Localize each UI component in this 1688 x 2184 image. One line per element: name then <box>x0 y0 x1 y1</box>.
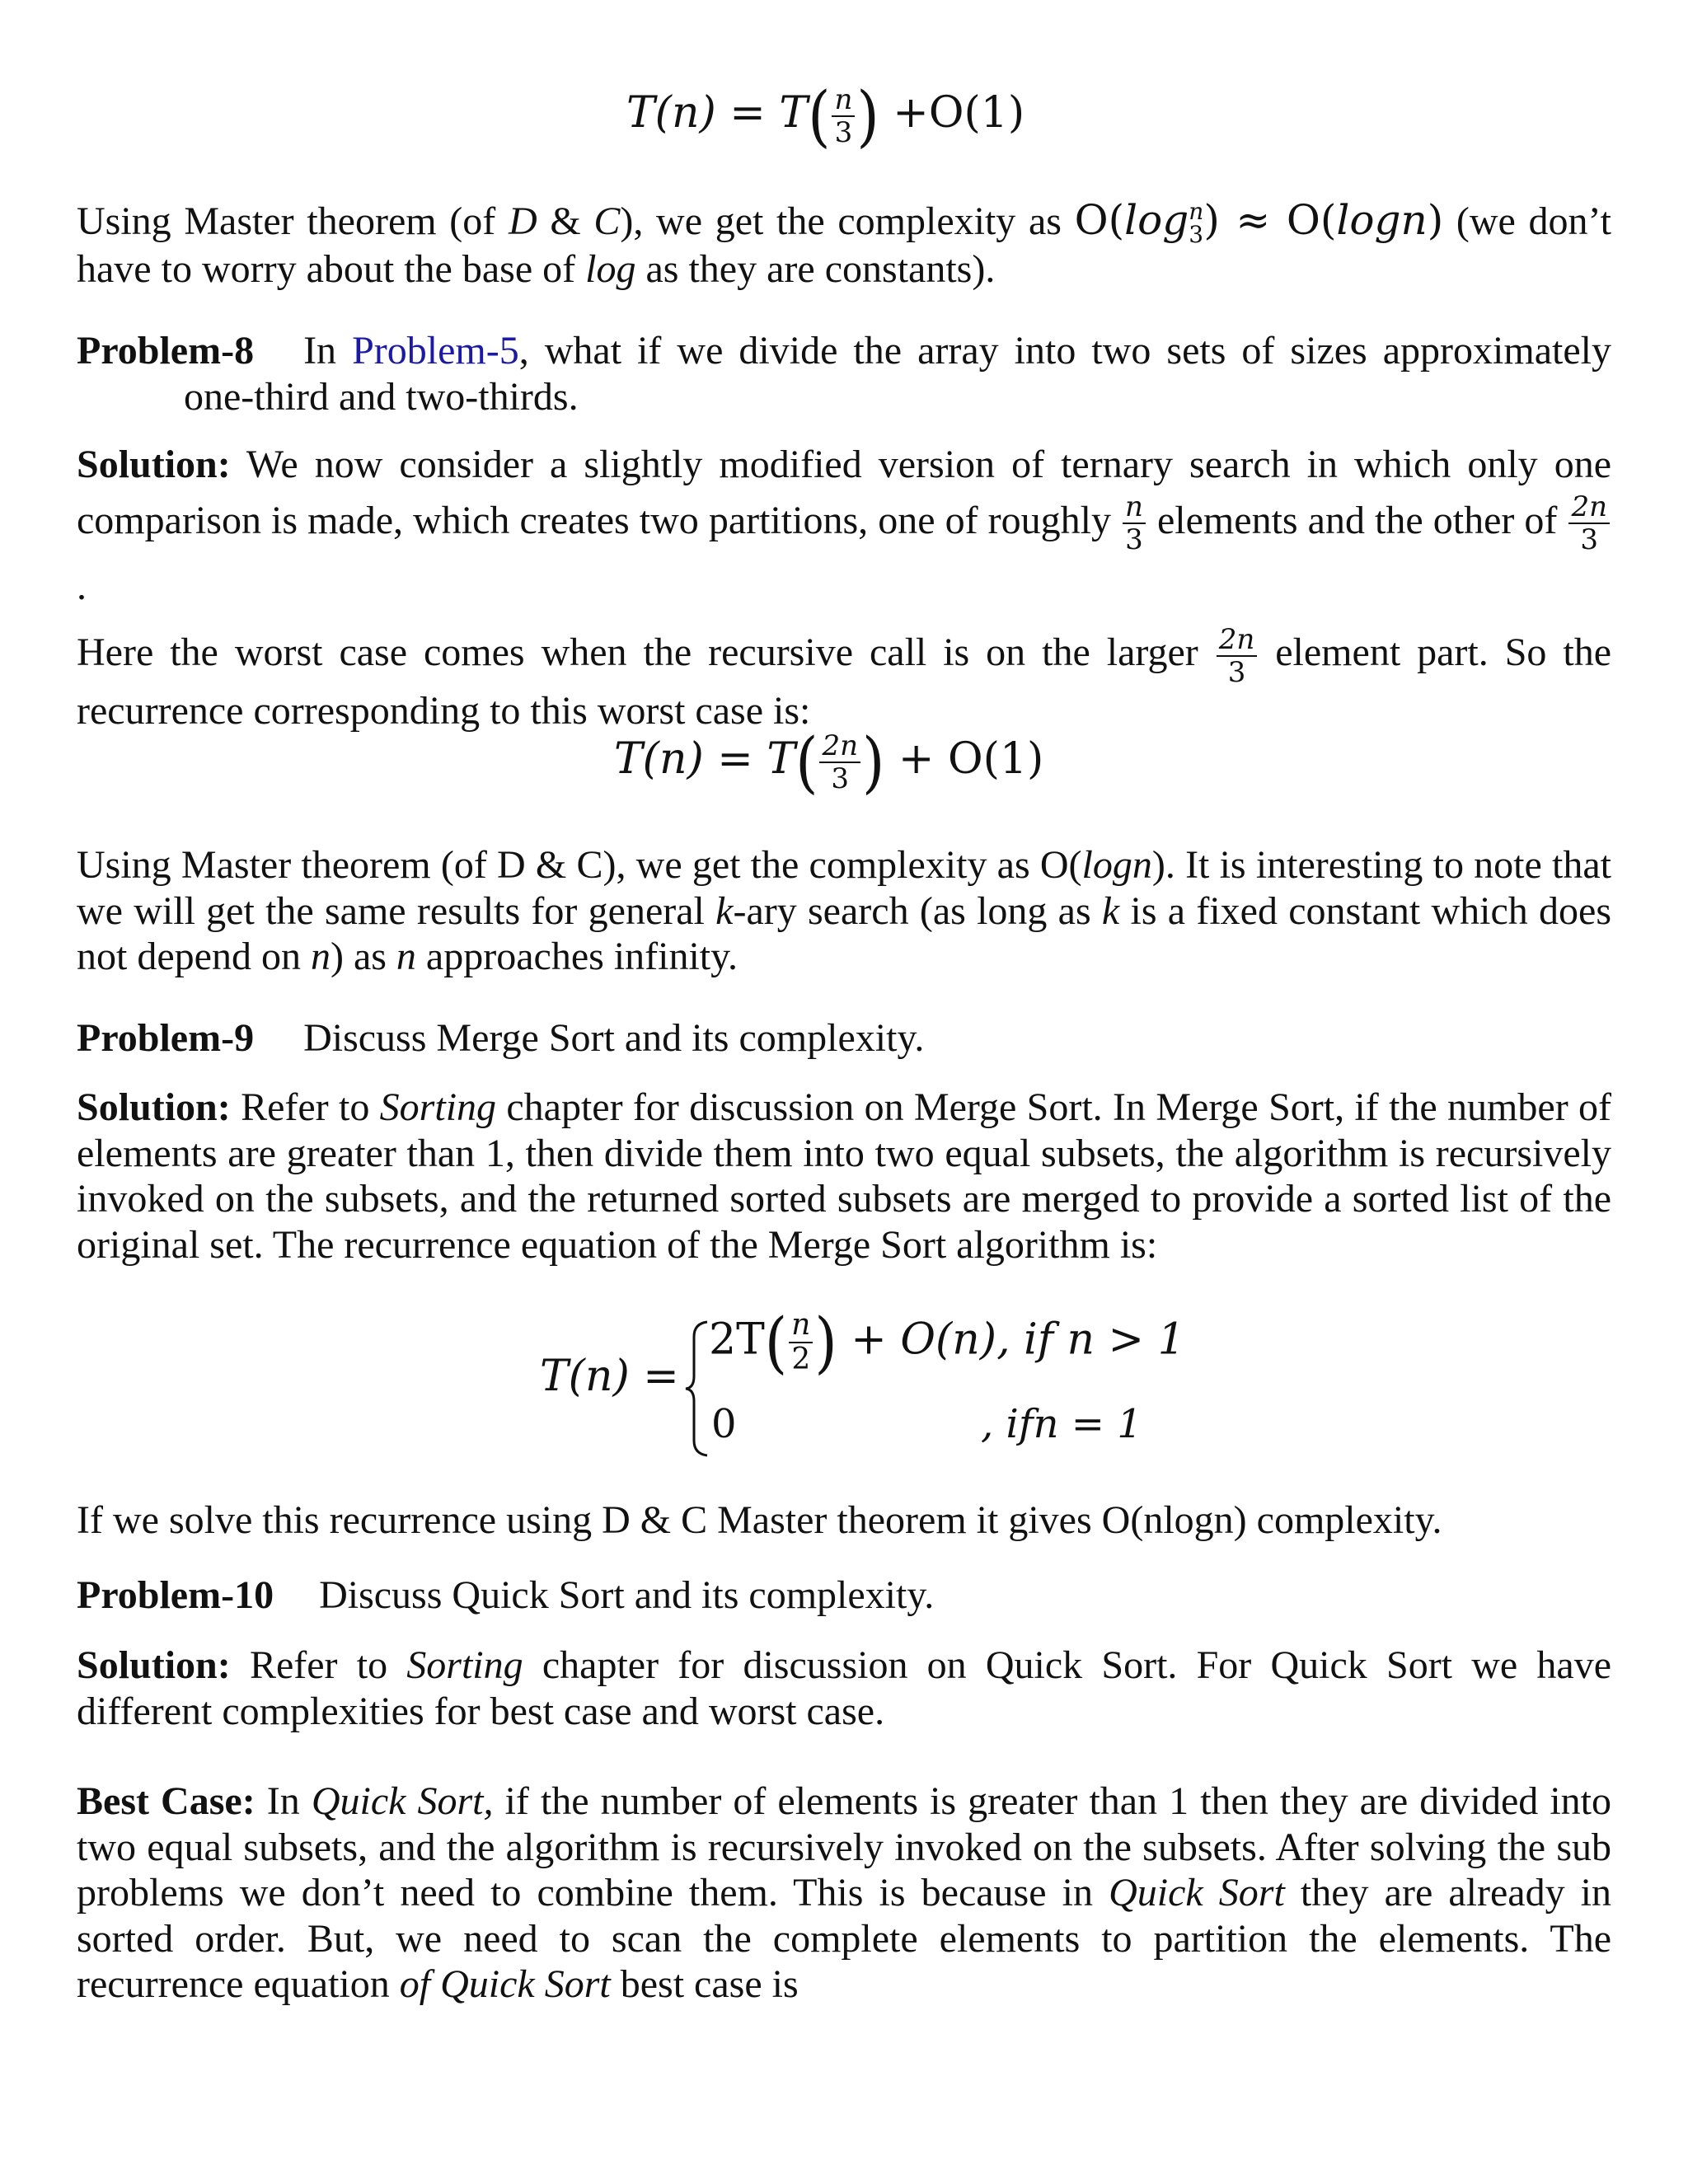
text-italic: C <box>593 199 621 243</box>
solution-label: Solution: <box>77 1643 231 1687</box>
case-2-condition: , ifn = 1 <box>981 1401 1142 1447</box>
text: ) <box>1427 196 1444 244</box>
text: O( <box>1074 196 1125 244</box>
text: ≈ <box>1219 196 1287 244</box>
eq-sign: = <box>643 1352 679 1401</box>
text-italic: k <box>715 888 734 933</box>
open-paren: ( <box>808 77 831 155</box>
text: , what if we divide the array into two sets of sizes approximately <box>518 329 1611 373</box>
text: element part. So the <box>1259 630 1611 675</box>
text: Using Master theorem (of <box>77 199 509 243</box>
numerator: 2n <box>1568 493 1610 524</box>
eq-left-side <box>540 1352 679 1401</box>
text: In <box>303 329 353 373</box>
text-italic: Sorting <box>406 1643 523 1687</box>
numerator: n <box>789 1310 813 1343</box>
equation-t-n-over-3 <box>626 68 1025 162</box>
denominator: 3 <box>1580 523 1599 557</box>
solve-text: If we solve this recurrence using D & C Master theorem it gives O(nlogn) complexity. <box>77 1498 1442 1542</box>
subscript: 3 <box>1189 221 1204 248</box>
text: as they are constants). <box>635 247 996 291</box>
complexity-expression <box>1074 196 1444 248</box>
text: Using Master theorem (of D & C), we get the complexity as O( <box>77 843 1082 887</box>
paragraph-master-theorem-2 <box>77 842 1611 980</box>
text: ) <box>1203 196 1220 244</box>
eq-rest: + O(1) <box>898 734 1044 784</box>
text-italic: log <box>1124 196 1189 244</box>
case-2-value: 0 <box>711 1401 737 1447</box>
text: Here the worst case comes when the recursive call is on the larger <box>77 630 1215 675</box>
text: chapter for discussion on Merge Sort. In Merge Sort, if the number of elements are greater than 1, then divide them into two equal subsets, the algorithm is recursively invoked on the subsets, and the returned sorted subsets are merged to provide a sorted list of the original set. The recurrence equation of the Merge Sort algorithm is: <box>77 1085 1611 1267</box>
text: We now consider a slightly modified version of ternary search in which only one <box>230 443 1611 486</box>
superscript: n <box>1189 198 1204 225</box>
solution-8-line-4: recurrence corresponding to this worst case is: <box>77 689 811 733</box>
eq-sign: = <box>717 734 753 784</box>
fraction-2n-over-3 <box>1568 490 1610 557</box>
eq-rest: +O(1) <box>893 88 1025 138</box>
eq-sign: = <box>729 88 766 138</box>
text-italic: k <box>1101 888 1120 933</box>
open-paren: ( <box>764 1303 788 1382</box>
best-case-paragraph <box>77 1779 1611 2008</box>
solution-10 <box>77 1643 1611 1734</box>
solution-label: Solution: <box>77 443 231 486</box>
best-case-label: Best Case: <box>77 1779 256 1823</box>
text-italic: Quick Sort <box>1109 1871 1285 1915</box>
problem-label: Problem-9 <box>77 1016 255 1060</box>
paragraph-solve <box>77 1497 1611 1544</box>
denominator: 3 <box>1125 523 1143 557</box>
problem-9 <box>77 1015 1611 1062</box>
text: ). It is interesting to note that we will get the same results for general <box>77 843 1612 933</box>
problem-8 <box>77 328 1611 419</box>
denominator: 3 <box>1227 656 1246 690</box>
text-italic: log <box>585 247 636 291</box>
numerator: 2n <box>819 732 860 763</box>
text: Refer to <box>230 1643 407 1687</box>
text-italic: of Quick Sort <box>399 1962 611 2006</box>
text: elements and the other of <box>1146 498 1568 542</box>
eq-lhs: T(n) <box>614 734 704 784</box>
problem-text: Discuss Quick Sort and its complexity. <box>319 1573 935 1617</box>
solution-9 <box>77 1085 1611 1268</box>
eq-t: T <box>767 734 796 784</box>
text: In <box>255 1779 312 1823</box>
solution-8 <box>77 442 1611 736</box>
equation-t-2n-over-3 <box>614 714 1043 808</box>
close-paren: ) <box>862 723 885 801</box>
equation-merge-sort-recurrence <box>540 1302 1185 1467</box>
text: O( <box>1286 196 1337 244</box>
close-paren: ) <box>856 77 879 155</box>
text-italic: n <box>310 935 331 978</box>
eq-t: T <box>779 88 809 138</box>
paragraph-master-theorem-1 <box>77 198 1611 293</box>
problem-10 <box>77 1572 1611 1619</box>
problem-text: Discuss Merge Sort and its complexity. <box>303 1016 925 1060</box>
text: ) as <box>330 935 396 978</box>
problem-label: Problem-8 <box>77 329 255 373</box>
denominator: 3 <box>834 115 853 149</box>
eq-lhs: T(n) <box>540 1352 630 1401</box>
fraction-2n-over-3-b <box>1217 623 1258 690</box>
text-italic: Quick Sort, <box>311 1779 494 1823</box>
problem-8-line-2: one-third and two-thirds. <box>184 374 579 419</box>
text: -ary search (as long as <box>733 888 1102 933</box>
text-italic: logn <box>1336 196 1428 244</box>
text: (we don’t have to worry about the base of <box>77 199 1611 291</box>
fraction <box>819 729 860 795</box>
text: chapter for discussion on Quick Sort. For Quick Sort we have different complexities for best case and worst case. <box>77 1643 1611 1733</box>
text: they are already in sorted order. But, we need to scan the complete elements to partition the elements. The recurrence equation <box>77 1871 1612 2006</box>
numerator: n <box>832 86 855 117</box>
open-paren: ( <box>795 723 818 801</box>
log-sub-sup <box>1189 200 1203 246</box>
problem-label: Problem-10 <box>77 1573 274 1617</box>
numerator: n <box>1123 493 1146 524</box>
fraction-n-over-2 <box>789 1310 813 1375</box>
case-1-coef: 2T <box>709 1315 765 1365</box>
denominator: 2 <box>791 1343 811 1376</box>
case-1 <box>709 1303 1185 1382</box>
text: . <box>77 565 87 609</box>
text-italic: n <box>396 935 416 978</box>
denominator: 3 <box>831 762 850 795</box>
text: best case is <box>610 1962 799 2006</box>
text-italic: logn <box>1081 843 1152 887</box>
eq-lhs: T(n) <box>626 88 716 138</box>
text-italic: D <box>508 199 537 243</box>
text: Refer to <box>230 1085 380 1129</box>
text: is a fixed constant which does not depend on <box>77 888 1611 978</box>
fraction <box>832 82 855 149</box>
case-1-rest: + O(n), if n > 1 <box>851 1315 1185 1365</box>
text: comparison is made, which creates two partitions, one of roughly <box>77 498 1122 542</box>
text: & <box>537 199 594 243</box>
text: ), we get the complexity as <box>620 199 1075 243</box>
text: if the number of elements is greater than 1 then they are divided into two equal subsets, and the algorithm is recursively invoked on the subsets. After solving the sub problems we don’t need to combine them. This is because in <box>77 1779 1612 1915</box>
numerator: 2n <box>1217 626 1258 657</box>
text: approaches infinity. <box>415 935 738 978</box>
fraction-n-over-3 <box>1123 490 1146 557</box>
text-italic: Sorting <box>379 1085 497 1129</box>
problem-5-link[interactable]: Problem-5 <box>352 329 519 373</box>
close-paren: ) <box>814 1303 837 1382</box>
solution-label: Solution: <box>77 1085 231 1129</box>
